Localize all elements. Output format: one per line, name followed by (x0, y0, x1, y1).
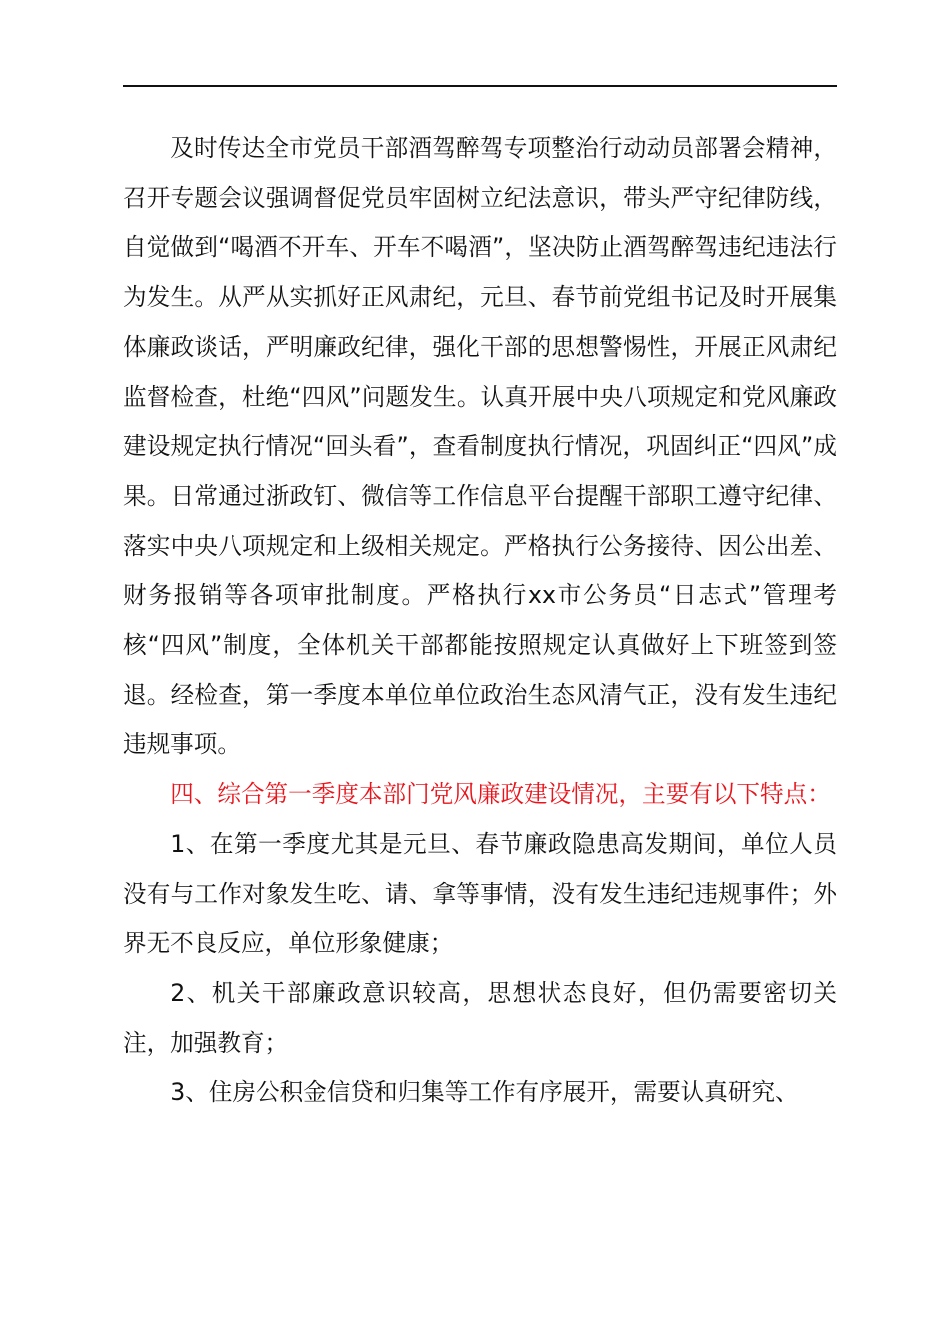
list-item-2: 2、机关干部廉政意识较高，思想状态良好，但仍需要密切关注，加强教育； (123, 978, 837, 1057)
document-body (123, 124, 837, 1118)
paragraph-discipline-measures: 及时传达全市党员干部酒驾醉驾专项整治行动动员部署会精神，召开专题会议强调督促党员牢固树立纪法意识，带头严守纪律防线，自觉做到“喝酒不开车、开车不喝酒”，坚决防止酒驾醉驾违纪违法行为发生。从严从实抓好正风肃纪，元旦、春节前党组书记及时开展集体廉政谈话，严明廉政纪律，强化干部的思想警惕性，开展正风肃纪监督检查，杜绝“四风”问题发生。认真开展中央八项规定和党风廉政建设规定执行情况“回头看”，查看制度执行情况，巩固纠正“四风”成果。日常通过浙政钉、微信等工作信息平台提醒干部职工遵守纪律、落实中央八项规定和上级相关规定。严格执行公务接待、因公出差、财务报销等各项审批制度。严格执行xx市公务员“日志式”管理考核“四风”制度，全体机关干部都能按照规定认真做好上下班签到签退。经检查，第一季度本单位单位政治生态风清气正，没有发生违纪违规事项。 (123, 134, 837, 759)
section-heading-four: 四、综合第一季度本部门党风廉政建设情况，主要有以下特点： (170, 780, 831, 809)
header-rule (123, 85, 837, 87)
list-item-3: 3、住房公积金信贷和归集等工作有序展开，需要认真研究、 (170, 1078, 799, 1107)
list-item-1: 1、在第一季度尤其是元旦、春节廉政隐患高发期间，单位人员没有与工作对象发生吃、请、拿等事情，没有发生违纪违规事件；外界无不良反应，单位形象健康； (123, 829, 837, 958)
